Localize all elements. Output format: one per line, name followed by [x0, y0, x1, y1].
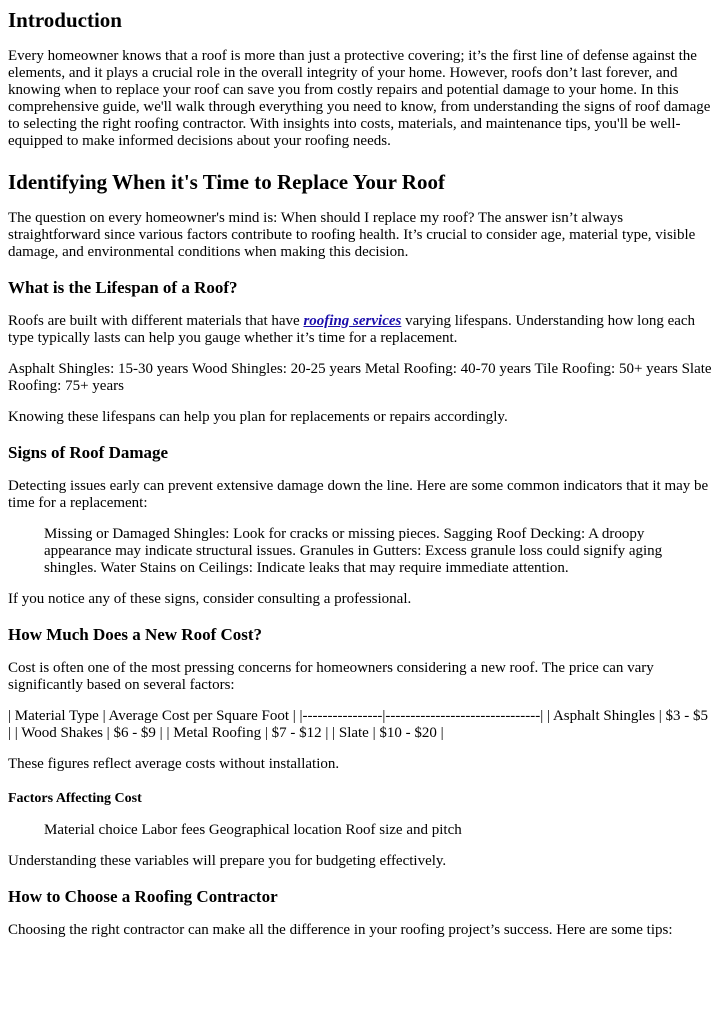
replace-paragraph: The question on every homeowner's mind is: When should I replace my roof? The answer isn’t always straightforward since various factors contribute to roofing health. It’s crucial to consider age, material type, visible damage, and environmental conditions when making this decision. — [8, 210, 696, 260]
damage-closing: If you notice any of these signs, consider consulting a professional. — [8, 591, 412, 607]
contractor-heading: How to Choose a Roofing Contractor — [8, 887, 278, 906]
factors-closing: Understanding these variables will prepare you for budgeting effectively. — [8, 853, 447, 869]
lifespan-text-before: Roofs are built with different materials that have — [8, 313, 304, 329]
cost-table-text: | Material Type | Average Cost per Square Foot | |----------------|-------------------------------| | Asphalt Shingles | $3 - $5 | | Wood Shakes | $6 - $9 | | Metal Roofing | $7 - $12 | | Slate | $10 - $20 | — [8, 708, 709, 741]
lifespan-list: Asphalt Shingles: 15-30 years Wood Shingles: 20-25 years Metal Roofing: 40-70 years Tile Roofing: 50+ years Slate Roofing: 75+ years — [8, 361, 712, 394]
lifespan-heading: What is the Lifespan of a Roof? — [8, 278, 238, 297]
cost-heading: How Much Does a New Roof Cost? — [8, 625, 263, 644]
lifespan-text-after: varying lifespans. Understanding how long each type typically lasts can help you gauge whether it’s time for a replacement. — [8, 313, 696, 346]
factors-list: Material choice Labor fees Geographical location Roof size and pitch — [44, 822, 462, 838]
article — [0, 8, 720, 939]
cost-closing: These figures reflect average costs without installation. — [8, 756, 340, 772]
roofing-services-link[interactable]: roofing services — [303, 313, 402, 329]
contractor-paragraph: Choosing the right contractor can make all the difference in your roofing project’s success. Here are some tips: — [8, 922, 673, 938]
factors-heading: Factors Affecting Cost — [8, 791, 142, 806]
intro-heading: Introduction — [8, 8, 122, 32]
intro-paragraph: Every homeowner knows that a roof is more than just a protective covering; it’s the first line of defense against the elements, and it plays a crucial role in the overall integrity of your home. However, roofs don’t last forever, and knowing when to replace your roof can save you from costly repairs and potential damage to your home. In this comprehensive guide, we'll walk through everything you need to know, from understanding the signs of roof damage to selecting the right roofing contractor. With insights into costs, materials, and maintenance tips, you'll be well-equipped to make informed decisions about your roofing needs. — [8, 48, 711, 149]
lifespan-paragraph — [8, 313, 712, 347]
replace-heading: Identifying When it's Time to Replace Your Roof — [8, 170, 445, 194]
damage-heading: Signs of Roof Damage — [8, 443, 169, 462]
cost-paragraph: Cost is often one of the most pressing concerns for homeowners considering a new roof. The price can vary significantly based on several factors: — [8, 660, 654, 693]
damage-signs-list: Missing or Damaged Shingles: Look for cracks or missing pieces. Sagging Roof Decking: A droopy appearance may indicate structural issues. Granules in Gutters: Excess granule loss could signify aging shingles. Water Stains on Ceilings: Indicate leaks that may require immediate attention. — [44, 526, 663, 576]
damage-paragraph: Detecting issues early can prevent extensive damage down the line. Here are some common indicators that it may be time for a replacement: — [8, 478, 709, 511]
lifespan-closing: Knowing these lifespans can help you plan for replacements or repairs accordingly. — [8, 409, 508, 425]
